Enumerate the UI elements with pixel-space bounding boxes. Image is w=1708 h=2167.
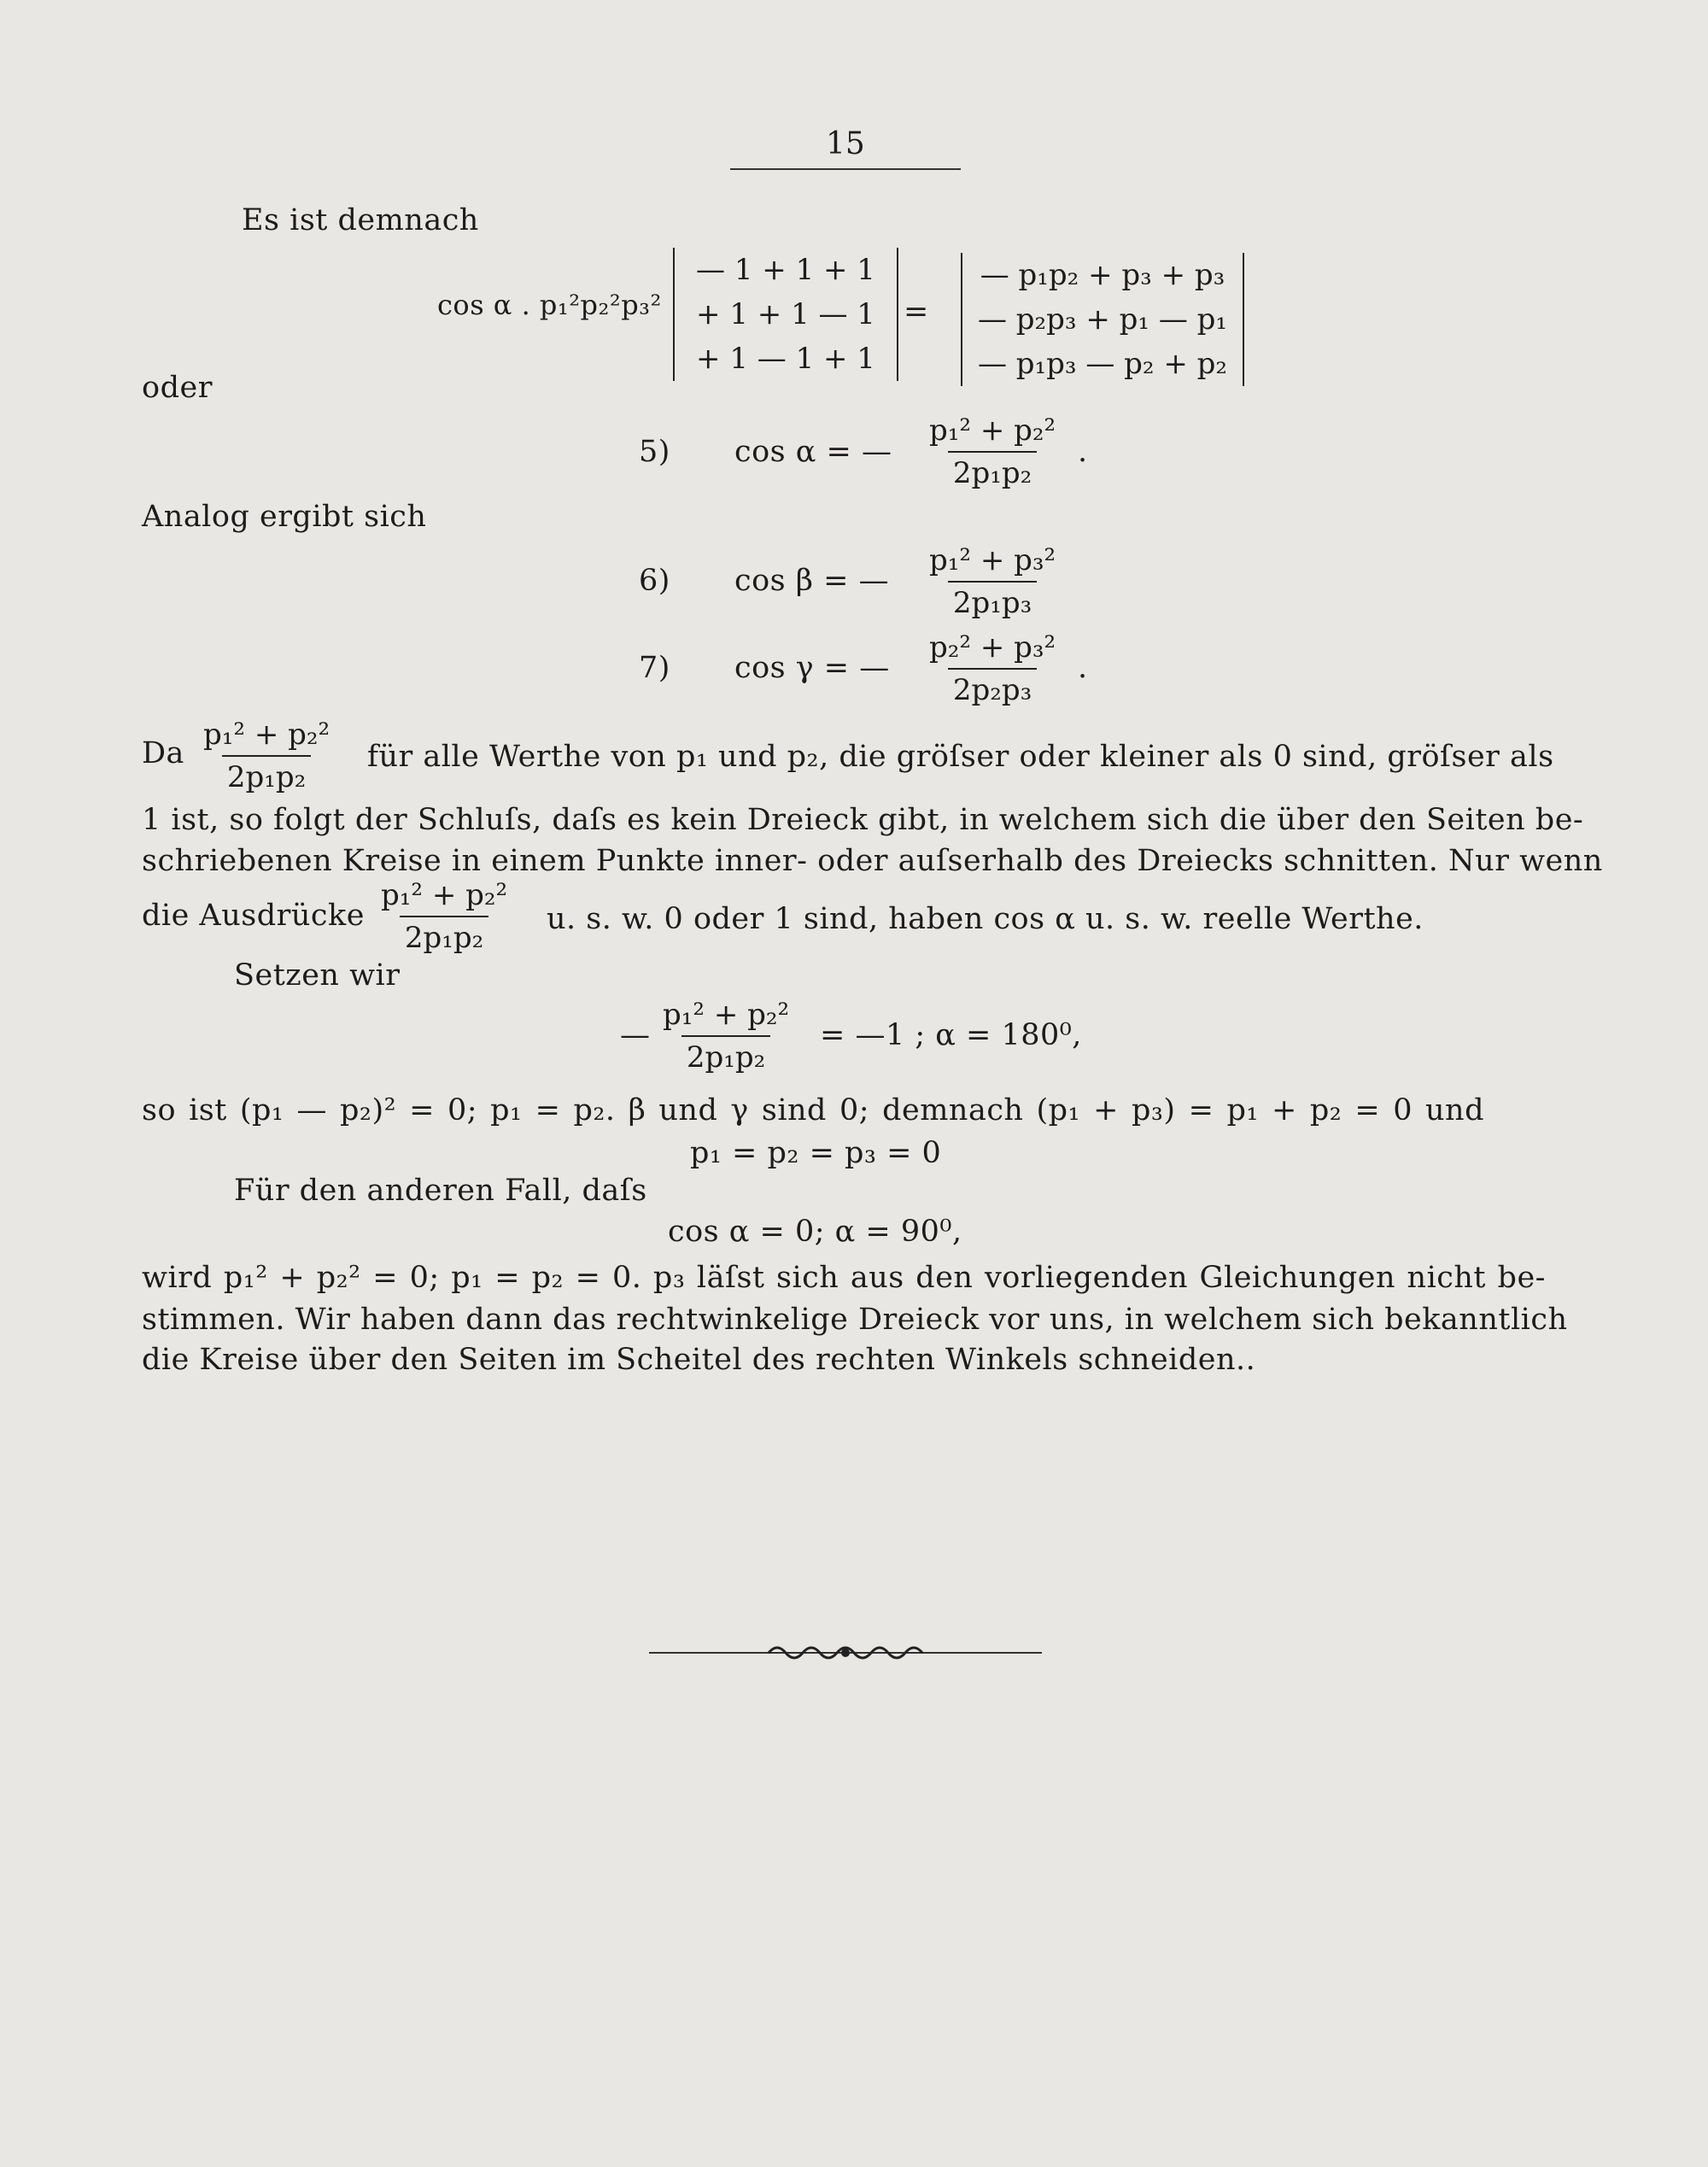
eq5-fraction (924, 413, 1061, 490)
fall-line3: die Kreise über den Seiten im Scheitel des rechten Winkels schneiden.. (142, 1343, 1256, 1377)
eq7-lhs: cos γ = — (734, 651, 890, 685)
oder-text: oder (142, 371, 213, 405)
ornament-divider (649, 1640, 1042, 1666)
eq6-numerator: p₁² + p₃² (929, 543, 1056, 577)
det2-row: — p₁p₃ — p₂ + p₂ (977, 347, 1228, 381)
det2-row: — p₂p₃ + p₁ — p₁ (977, 302, 1228, 337)
equals-sign: = (904, 295, 929, 329)
eq6-lhs: cos β = — (734, 564, 890, 598)
eq7-fraction (924, 630, 1061, 707)
para1-line1: für alle Werthe von p₁ und p₂, die gröſser oder kleiner als 0 sind, gröſser als (367, 740, 1554, 774)
so-ist-line1: so ist (p₁ — p₂)² = 0; p₁ = p₂. β und γ sind 0; demnach (p₁ + p₃) = p₁ + p₂ = 0 und (142, 1093, 1484, 1127)
so-ist-line2: p₁ = p₂ = p₃ = 0 (690, 1136, 942, 1170)
setzen-minus: — (620, 1018, 651, 1052)
eq5-number: 5) (639, 435, 670, 469)
para1-line4-numerator: p₁² + p₂² (381, 878, 508, 912)
para1-da: Da (142, 736, 184, 770)
para1-line4-fraction (376, 878, 512, 955)
page-number: 15 (826, 126, 865, 161)
fall-equation: cos α = 0; α = 90⁰, (668, 1215, 962, 1249)
para1-denominator: 2p₁p₂ (222, 755, 311, 794)
eq6-fraction (924, 543, 1061, 620)
para1-line2: 1 ist, so folgt der Schluſs, daſs es kein Dreieck gibt, in welchem sich die über den Seiten be- (142, 803, 1584, 837)
cos-alpha-product: cos α . p₁²p₂²p₃² (437, 289, 662, 321)
setzen-denominator: 2p₁p₂ (681, 1035, 770, 1075)
eq7-number: 7) (639, 651, 670, 685)
fall-line2: stimmen. Wir haben dann das rechtwinkelige Dreieck vor uns, in welchem sich bekanntlich (142, 1303, 1568, 1337)
eq5-denominator: 2p₁p₂ (948, 451, 1037, 490)
fall-line1: wird p₁² + p₂² = 0; p₁ = p₂ = 0. p₃ läſst sich aus den vorliegenden Gleichungen nicht be- (142, 1261, 1546, 1295)
determinant-ones (673, 248, 898, 381)
eq5-tail: . (1078, 435, 1088, 469)
det1-row: + 1 — 1 + 1 (696, 342, 875, 376)
header-rule (730, 168, 961, 170)
eq6-number: 6) (639, 564, 670, 598)
intro-text: Es ist demnach (242, 203, 479, 237)
det1-row: + 1 + 1 — 1 (696, 297, 875, 331)
eq6-denominator: 2p₁p₃ (948, 581, 1037, 620)
det1-row: — 1 + 1 + 1 (696, 253, 875, 287)
analog-text: Analog ergibt sich (142, 500, 427, 534)
fall-intro: Für den anderen Fall, daſs (234, 1174, 647, 1208)
para1-line4a: die Ausdrücke (142, 899, 365, 933)
eq7-tail: . (1078, 651, 1088, 685)
setzen-numerator: p₁² + p₂² (663, 998, 790, 1032)
para1-fraction (198, 717, 335, 794)
para1-line4b: u. s. w. 0 oder 1 sind, haben cos α u. s. w. reelle Werthe. (547, 902, 1424, 936)
setzen-fraction (658, 998, 794, 1075)
eq5-lhs: cos α = — (734, 435, 892, 469)
setzen-rhs: = —1 ; α = 180⁰, (820, 1018, 1082, 1052)
det2-row: — p₁p₂ + p₃ + p₃ (980, 258, 1225, 292)
eq5-numerator: p₁² + p₂² (929, 413, 1056, 448)
determinant-p (961, 253, 1244, 386)
eq7-denominator: 2p₂p₃ (948, 668, 1037, 707)
setzen-label: Setzen wir (234, 958, 401, 993)
para1-line3: schriebenen Kreise in einem Punkte inner- oder auſserhalb des Dreiecks schnitten. Nur wenn (142, 844, 1603, 878)
eq7-numerator: p₂² + p₃² (929, 630, 1056, 665)
para1-numerator: p₁² + p₂² (203, 717, 330, 752)
para1-line4-denominator: 2p₁p₂ (400, 916, 488, 955)
